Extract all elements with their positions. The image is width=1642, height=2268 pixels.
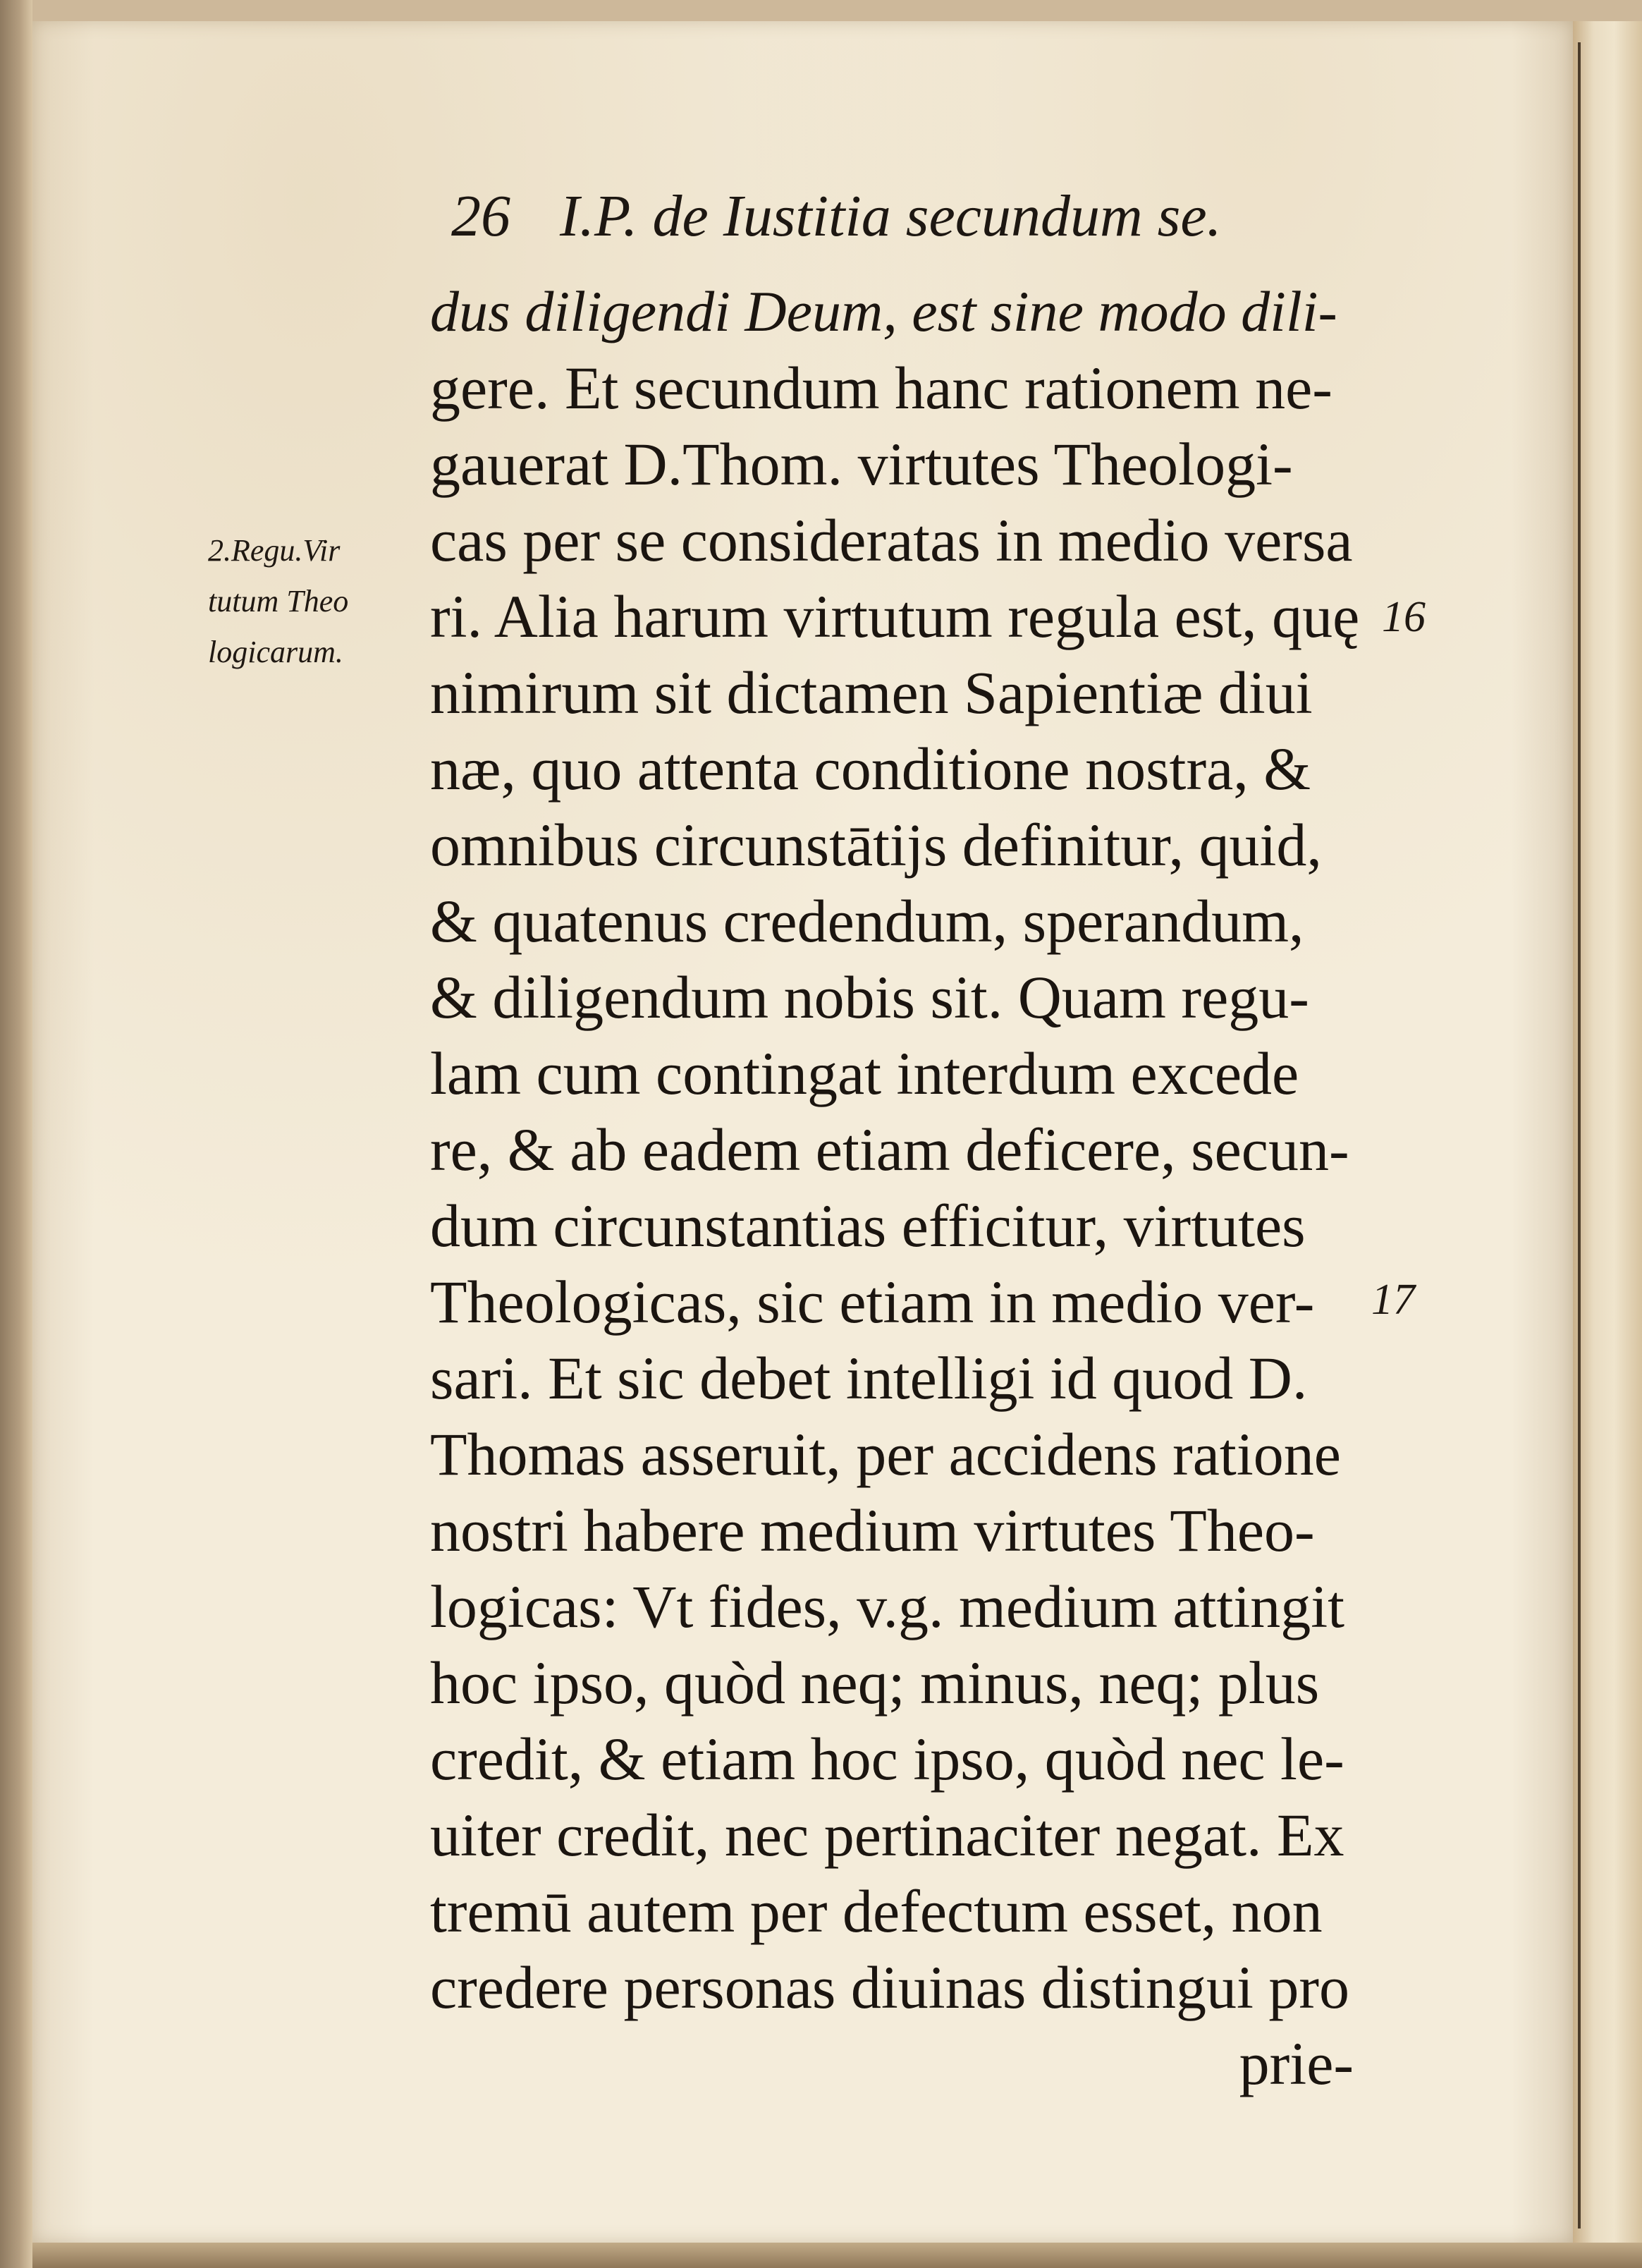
page-number: 26: [451, 183, 510, 249]
margin-note-line: logicarum.: [208, 635, 343, 669]
running-title: I.P. de Iustitia secundum se.: [560, 183, 1222, 249]
bottom-page-edge: [32, 2243, 1642, 2268]
text-line: credere personas diuinas distingui pro: [430, 1953, 1349, 2021]
gutter-shadow-line: [1578, 42, 1581, 2229]
text-line: dus diligendi Deum, est sine modo dili-: [430, 279, 1337, 343]
show-through-ghost: [226, 740, 234, 779]
section-marker-17: 17: [1371, 1276, 1415, 1324]
text-line: re, & ab eadem etiam deficere, secun-: [430, 1116, 1349, 1183]
text-line: dum circunstantias efficitur, virtutes: [430, 1192, 1306, 1260]
text-line: gauerat D.Thom. virtutes Theologi-: [430, 430, 1293, 498]
text-line: lam cum contingat interdum excede: [430, 1040, 1299, 1107]
text-line: gere. Et secundum hanc rationem ne-: [430, 354, 1332, 422]
margin-note-line: tutum Theo: [208, 584, 349, 618]
body-text: [430, 274, 1375, 2102]
text-line: nimirum sit dictamen Sapientiæ diui: [430, 659, 1313, 726]
text-line: credit, & etiam hoc ipso, quòd nec le-: [430, 1725, 1344, 1793]
text-line: cas per se consideratas in medio versa: [430, 506, 1353, 574]
facing-page-edge: [1573, 21, 1642, 2243]
text-line: & quatenus credendum, sperandum,: [430, 887, 1304, 955]
margin-note-line: 2.Regu.Vir: [208, 533, 341, 568]
text-line: Theologicas, sic etiam in medio ver-: [430, 1268, 1315, 1336]
text-line: ri. Alia harum virtutum regula est, quę: [430, 583, 1360, 650]
text-line: omnibus circunstātijs definitur, quid,: [430, 811, 1322, 879]
margin-note: [208, 525, 434, 678]
text-line: uiter credit, nec pertinaciter negat. Ex: [430, 1801, 1344, 1869]
text-line: nostri habere medium virtutes Theo-: [430, 1496, 1315, 1564]
catchword: prie-: [1239, 2030, 1354, 2097]
text-line: logicas: Vt fides, v.g. medium attingit: [430, 1573, 1345, 1640]
section-marker-16: 16: [1382, 593, 1426, 641]
text-line: næ, quo attenta conditione nostra, &: [430, 735, 1311, 803]
text-line: & diligendum nobis sit. Quam regu-: [430, 963, 1309, 1031]
binding-edge: [0, 0, 32, 2268]
running-header: [451, 182, 1297, 260]
text-line: tremū autem per defectum esset, non: [430, 1877, 1323, 1945]
text-line: Thomas asseruit, per accidens ratione: [430, 1420, 1341, 1488]
text-line: sari. Et sic debet intelligi id quod D.: [430, 1344, 1308, 1412]
text-line: hoc ipso, quòd neq; minus, neq; plus: [430, 1649, 1320, 1717]
